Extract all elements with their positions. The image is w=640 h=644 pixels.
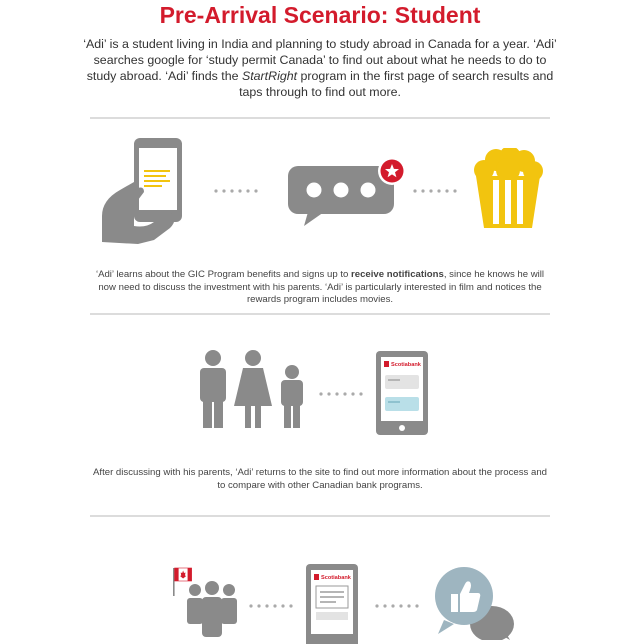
thumbs-up-icon <box>434 566 514 640</box>
step2-caption: After discussing with his parents, ‘Adi’ returns to the site to find out more information about the process and to compare with other Canadian bank programs. <box>93 467 547 491</box>
intro-emphasis: StartRight <box>241 69 298 83</box>
step1-caption-text-2: , since he knows he will now need to discuss the investment with his parents. ‘Adi’ is particularly interested in film and notices the rewards program includes movies. <box>98 269 545 305</box>
connector-dots <box>248 603 298 609</box>
connector-dots <box>318 391 368 397</box>
family-icon <box>196 350 308 430</box>
popcorn-icon <box>472 148 544 230</box>
connector-dots <box>374 603 424 609</box>
divider <box>90 515 550 517</box>
page-title: Pre-Arrival Scenario: Student <box>159 2 481 28</box>
group-icon <box>182 580 242 640</box>
tablet-icon <box>306 564 358 644</box>
step1-caption-bold: receive notifications <box>351 269 444 280</box>
brand-label: Scotiabank <box>391 362 421 368</box>
connector-dots <box>412 188 462 194</box>
divider <box>90 313 550 315</box>
step1-caption <box>90 269 550 307</box>
tablet-icon <box>376 351 428 435</box>
intro-text-2: program in the first page of search results and taps through to find out more. <box>239 69 554 99</box>
intro-paragraph <box>78 36 562 100</box>
brand-label: Scotiabank <box>321 575 351 581</box>
phone-in-hand-icon <box>98 136 198 244</box>
connector-dots <box>213 188 263 194</box>
divider <box>90 117 550 119</box>
intro-text-1: ‘Adi’ is a student living in India and planning to study abroad in Canada for a year. ‘Adi’ searches google for ‘study permit Canada’ to find out about what he needs to do to study abroad. ‘Adi’ finds the <box>83 37 557 83</box>
notification-star-icon <box>377 156 407 186</box>
step1-caption-text-1: ‘Adi’ learns about the GIC Program benefits and signs up to <box>95 269 352 280</box>
